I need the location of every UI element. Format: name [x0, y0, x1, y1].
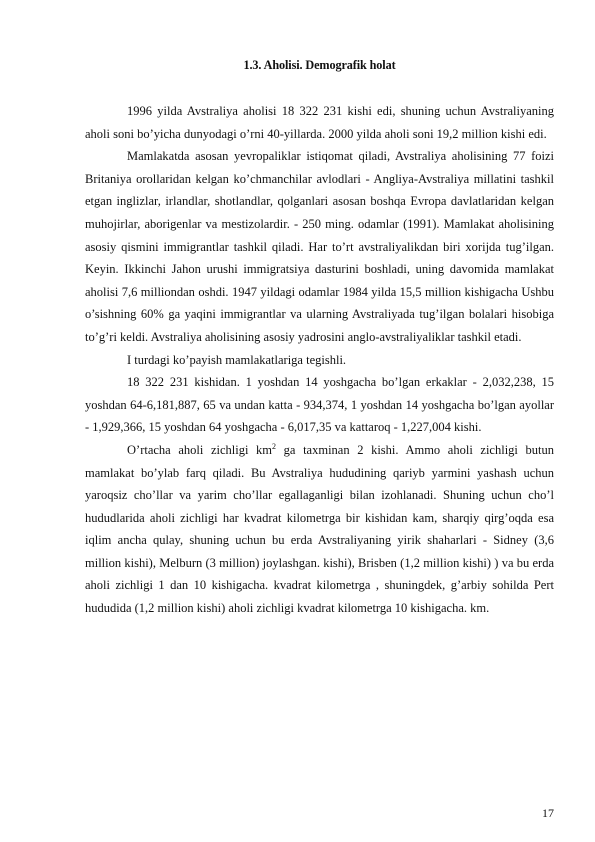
body-text [85, 100, 554, 620]
paragraph-ethnic-composition: Mamlakatda asosan yevropaliklar istiqomat qiladi, Avstraliya aholisining 77 foizi Britaniya orollaridan kelgan ko’chmanchilar avlodlari - Angliya-Avstraliya millatini tashkil etgan inglizlar, irlandlar, shotlandlar, qolganlari asosan boshqa Evropa davlatlaridan kelgan muhojirlar, aborigenlar va mestizolardir. - 250 ming. odamlar (1991). Mamlakat aholisining asosiy qismini immigrantlar tashkil qiladi. Har to’rt avstraliyalikdan biri xorijda tug’ilgan. Keyin. Ikkinchi Jahon urushi immigratsiya dasturini boshladi, uning davomida mamlakat aholisi 7,6 milliondan oshdi. 1947 yildagi odamlar 1984 yilda 15,5 million kishigacha Ushbu o’sishning 60% ga yaqini immigrantlar va ularning Avstraliyada tug’ilgan bolalari hisobiga to’g’ri keldi. Avstraliya aholisining asosiy yadrosini anglo-avstraliyaliklar tashkil etadi. [85, 149, 554, 344]
paragraph-population-density [85, 439, 554, 620]
density-text-rest: ga taxminan 2 kishi. Ammo aholi zichligi butun mamlakat bo’ylab farq qiladi. Bu Avstraliya hududining qariyb yarmini yashash uchun yaroqsiz cho’llar va yarim cho’llar egallaganligi bilan izohlanadi. Shuning uchun cho’l hududlarida aholi zichligi har kvadrat kilometrga bir kishidan kam, sharqiy qirg’oqda esa iqlim ancha qulay, shuning uchun bu erda Avstraliyaning yirik shaharlari - Sidney (3,6 million kishi), Melburn (3 million) joylashgan. kishi), Brisben (1,2 million kishi) ) va bu erda aholi zichligi 1 dan 10 kishigacha. kvadrat kilometrga , shuningdek, g’arbiy sohilda Pert hududida (1,2 million kishi) aholi zichligi kvadrat kilometrga 10 kishigacha. km. [85, 442, 554, 616]
density-unit-superscript: 2 [272, 441, 277, 451]
paragraph-population-1996: 1996 yilda Avstraliya aholisi 18 322 231 kishi edi, shuning uchun Avstraliyaning aholi soni bo’yicha dunyodagi o’rni 40-yillarda. 2000 yilda aholi soni 19,2 million kishi edi. [85, 104, 554, 141]
section-heading: 1.3. Aholisi. Demografik holat [243, 58, 396, 72]
paragraph-age-sex-structure: 18 322 231 kishidan. 1 yoshdan 14 yoshgacha bo’lgan erkaklar - 2,032,238, 15 yoshdan 64-6,181,887, 65 va undan katta - 934,374, 1 yoshdan 14 yoshgacha bo’lgan ayollar - 1,929,366, 15 yoshdan 64 yoshgacha - 6,017,35 va kattaroq - 1,227,004 kishi. [85, 375, 554, 435]
page-number: 17 [542, 806, 554, 820]
paragraph-reproduction-type: I turdagi ko’payish mamlakatlariga tegishli. [127, 352, 347, 367]
density-text-start: O’rtacha aholi zichligi km [127, 442, 273, 457]
